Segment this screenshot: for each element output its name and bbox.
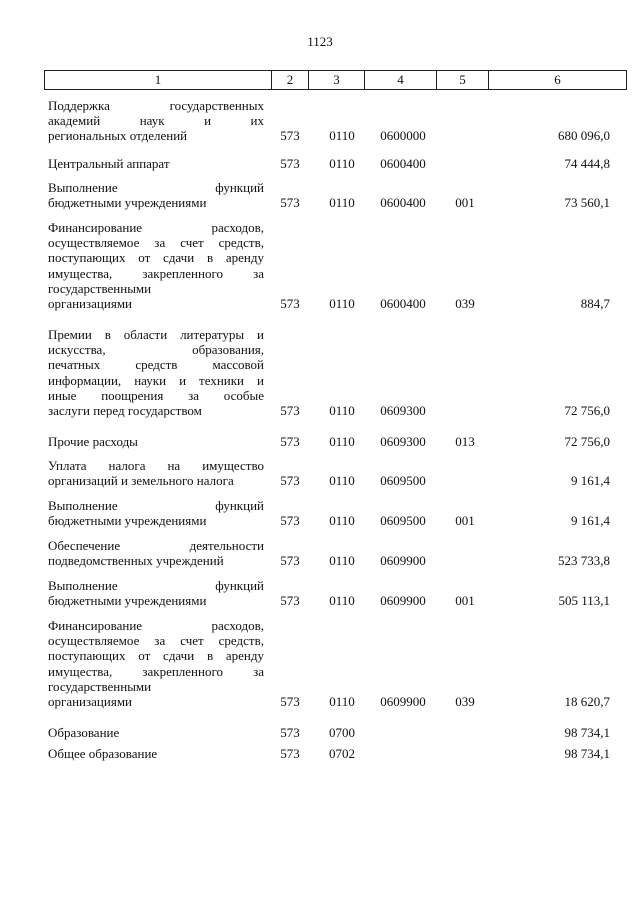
expense-type-code-cell: 039 — [455, 694, 475, 709]
section-code-cell: 0110 — [329, 195, 355, 211]
description-line: Выполнение функций — [48, 180, 264, 195]
expense-type-code-cell: 001 — [455, 593, 475, 609]
target-article-code-cell: 0600400 — [380, 156, 426, 171]
section-code-cell: 0110 — [329, 128, 355, 144]
amount-cell: 9 161,4 — [571, 473, 610, 489]
ministry-code-cell: 573 — [280, 593, 300, 609]
description-line: бюджетными учреждениями — [48, 593, 207, 609]
expense-type-code-cell: 013 — [455, 434, 475, 449]
amount-cell: 98 734,1 — [564, 725, 610, 740]
description-line: организациями — [48, 296, 132, 312]
description-line: региональных отделений — [48, 128, 188, 144]
row-description — [48, 458, 264, 488]
description-line: организаций и земельного налога — [48, 473, 234, 489]
expense-type-code-cell: 039 — [455, 296, 475, 311]
description-line: Прочие расходы — [48, 434, 138, 449]
target-article-code-cell: 0600000 — [380, 128, 426, 144]
row-description — [48, 434, 264, 449]
description-line: искусства, образования, — [48, 342, 264, 358]
row-description — [48, 618, 264, 709]
description-line: Поддержка государственных — [48, 98, 264, 113]
ministry-code-cell: 573 — [280, 513, 300, 529]
ministry-code-cell: 573 — [280, 694, 300, 709]
expense-type-code-cell: 001 — [455, 513, 475, 529]
ministry-code-cell: 573 — [280, 473, 300, 489]
description-line: поступающих от сдачи в аренду — [48, 648, 264, 664]
target-article-code-cell: 0609900 — [380, 694, 426, 709]
target-article-code-cell: 0609900 — [380, 553, 426, 569]
description-line: Образование — [48, 725, 120, 740]
amount-cell: 884,7 — [580, 296, 610, 311]
ministry-code-cell: 573 — [280, 725, 300, 740]
section-code-cell: 0110 — [329, 296, 355, 311]
description-line: бюджетными учреждениями — [48, 195, 207, 211]
column-header-3: 3 — [309, 71, 365, 90]
section-code-cell: 0110 — [329, 593, 355, 609]
ministry-code-cell: 573 — [280, 128, 300, 144]
row-description — [48, 746, 264, 761]
description-line: Обеспечение деятельности — [48, 538, 264, 553]
description-line: Премии в области литературы и — [48, 327, 264, 342]
row-description — [48, 98, 264, 144]
section-code-cell: 0110 — [329, 553, 355, 569]
page-number: 1123 — [307, 34, 333, 49]
section-code-cell: 0110 — [329, 403, 355, 418]
ministry-code-cell: 573 — [280, 434, 300, 449]
column-header-1: 1 — [45, 71, 272, 90]
row-description — [48, 498, 264, 528]
amount-cell: 72 756,0 — [564, 403, 610, 418]
column-header-row — [45, 71, 627, 90]
description-line: государственными — [48, 678, 152, 694]
description-line: государственными — [48, 280, 152, 296]
description-line: иные поощрения за особые — [48, 387, 264, 403]
ministry-code-cell: 573 — [280, 156, 300, 171]
amount-cell: 523 733,8 — [558, 553, 610, 569]
description-line: Центральный аппарат — [48, 156, 170, 171]
section-code-cell: 0110 — [329, 434, 355, 449]
target-article-code-cell: 0609300 — [380, 434, 426, 449]
amount-cell: 74 444,8 — [564, 156, 610, 171]
ministry-code-cell: 573 — [280, 195, 300, 211]
description-line: подведомственных учреждений — [48, 553, 224, 569]
ministry-code-cell: 573 — [280, 296, 300, 311]
description-line: Выполнение функций — [48, 498, 264, 513]
column-header-2: 2 — [272, 71, 309, 90]
target-article-code-cell: 0609900 — [380, 593, 426, 609]
amount-cell: 9 161,4 — [571, 513, 610, 529]
row-description — [48, 578, 264, 608]
description-line: имущества, закрепленного за — [48, 265, 264, 281]
description-line: академий наук и их — [48, 113, 264, 129]
description-line: осуществляемое за счет средств, — [48, 633, 264, 649]
description-line: Финансирование расходов, — [48, 220, 264, 235]
amount-cell: 680 096,0 — [558, 128, 610, 144]
section-code-cell: 0110 — [329, 513, 355, 529]
column-header-table — [44, 70, 627, 90]
ministry-code-cell: 573 — [280, 553, 300, 569]
ministry-code-cell: 573 — [280, 403, 300, 418]
row-description — [48, 725, 264, 740]
description-line: заслуги перед государством — [48, 403, 202, 419]
row-description — [48, 156, 264, 171]
amount-cell: 98 734,1 — [564, 746, 610, 761]
target-article-code-cell: 0609300 — [380, 403, 426, 418]
description-line: Общее образование — [48, 746, 158, 761]
target-article-code-cell: 0609500 — [380, 473, 426, 489]
expense-type-code-cell: 001 — [455, 195, 475, 211]
description-line: Финансирование расходов, — [48, 618, 264, 633]
section-code-cell: 0700 — [329, 725, 355, 740]
section-code-cell: 0110 — [329, 694, 355, 709]
section-code-cell: 0702 — [329, 746, 355, 761]
amount-cell: 72 756,0 — [564, 434, 610, 449]
target-article-code-cell: 0600400 — [380, 195, 426, 211]
section-code-cell: 0110 — [329, 156, 355, 171]
description-line: организациями — [48, 694, 132, 710]
section-code-cell: 0110 — [329, 473, 355, 489]
description-line: бюджетными учреждениями — [48, 513, 207, 529]
description-line: печатных средств массовой — [48, 357, 264, 373]
row-description — [48, 327, 264, 418]
description-line: информации, науки и техники и — [48, 372, 264, 388]
ministry-code-cell: 573 — [280, 746, 300, 761]
amount-cell: 73 560,1 — [564, 195, 610, 211]
description-line: осуществляемое за счет средств, — [48, 235, 264, 251]
column-header-5: 5 — [437, 71, 489, 90]
description-line: имущества, закрепленного за — [48, 663, 264, 679]
column-header-4: 4 — [365, 71, 437, 90]
row-description — [48, 538, 264, 568]
column-header-6: 6 — [489, 71, 627, 90]
amount-cell: 18 620,7 — [564, 694, 610, 709]
description-line: Выполнение функций — [48, 578, 264, 593]
description-line: Уплата налога на имущество — [48, 458, 264, 473]
target-article-code-cell: 0609500 — [380, 513, 426, 529]
row-description — [48, 220, 264, 311]
description-line: поступающих от сдачи в аренду — [48, 250, 264, 266]
amount-cell: 505 113,1 — [558, 593, 610, 609]
row-description — [48, 180, 264, 210]
target-article-code-cell: 0600400 — [380, 296, 426, 311]
